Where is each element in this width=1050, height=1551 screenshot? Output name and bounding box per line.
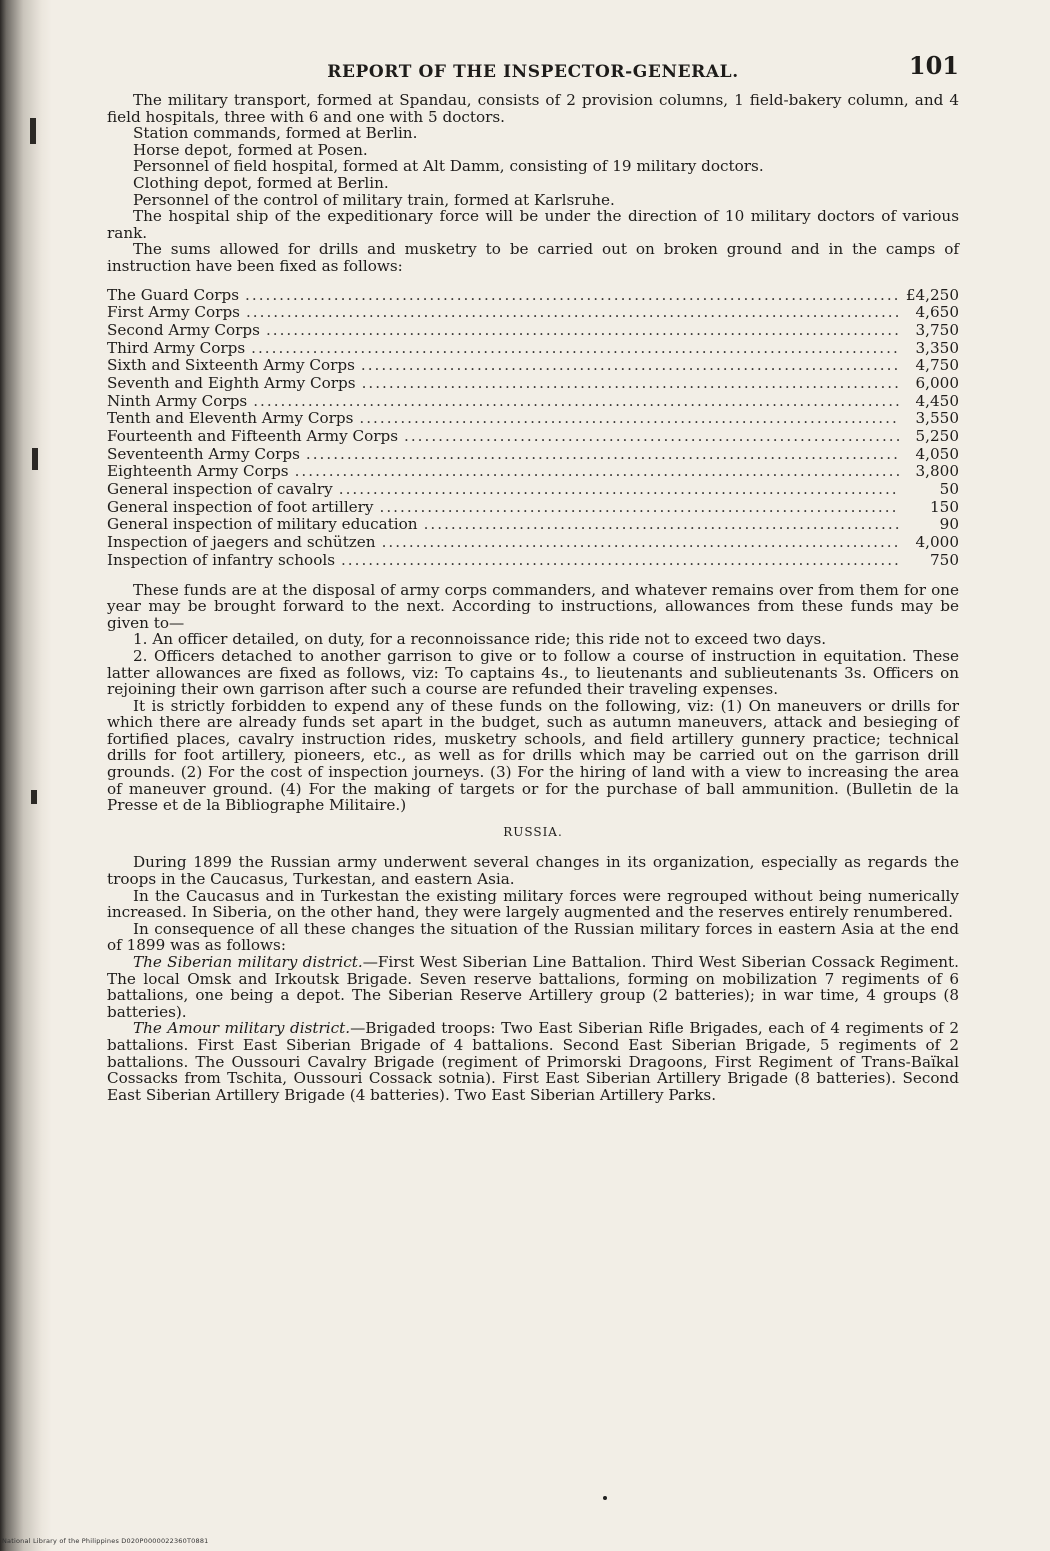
- intro-paragraph: Station commands, formed at Berlin.: [133, 124, 418, 143]
- sums-label: Inspection of jaegers and schützen: [107, 533, 376, 552]
- sums-value: 5,250: [915, 427, 959, 446]
- sums-label: General inspection of foot artillery: [107, 497, 374, 516]
- sums-label: General inspection of cavalry: [107, 480, 333, 499]
- sums-row: [107, 499, 959, 517]
- sums-label: First Army Corps: [107, 303, 240, 322]
- sums-value: 90: [939, 515, 959, 534]
- funds-paragraph: 2. Officers detached to another garrison to give or to follow a course of instruction in equitation. These latter allowances are fixed as follows, viz: To captains 4s., to lieutenants and sublieutenants 3s. Officers on rejoining their own garrison after such a course are refunded their traveling expenses.: [107, 646, 959, 699]
- sums-label: Ninth Army Corps: [107, 391, 248, 410]
- page-number: 101: [908, 51, 959, 80]
- running-header: [107, 51, 959, 92]
- siberian-district-lead: The Siberian military district.: [133, 953, 363, 971]
- funds-paragraph: 1. An officer detailed, on duty, for a reconnoissance ride; this ride not to exceed two days.: [133, 630, 827, 649]
- siberian-district-text: —First West Siberian Line Battalion. Third West Siberian Cossack Regiment. The local Omsk and Irkoutsk Brigade. Seven reserve battalions, forming on mobilization 7 regiments of 6 battalions, one being a depot. The Siberian Reserve Artillery group (2 batteries); in war time, 4 groups (8 batteries).: [107, 953, 959, 1021]
- sums-row: [107, 375, 959, 393]
- sums-label: Eighteenth Army Corps: [107, 462, 289, 481]
- sums-label: General inspection of military education: [107, 515, 418, 534]
- sums-row: [107, 463, 959, 481]
- sums-label: Fourteenth and Fifteenth Army Corps: [107, 427, 399, 446]
- russia-paragraph: During 1899 the Russian army underwent several changes in its organization, especially as regards the troops in the Caucasus, Turkestan, and eastern Asia.: [107, 853, 959, 889]
- sums-label: Tenth and Eleventh Army Corps: [107, 409, 354, 428]
- sums-value: 4,050: [915, 444, 959, 463]
- sums-label: Inspection of infantry schools: [107, 550, 335, 569]
- sums-label: Seventh and Eighth Army Corps: [107, 373, 356, 392]
- intro-paragraph: The military transport, formed at Spandau, consists of 2 provision columns, 1 field-bakery column, and 4 field hospitals, three with 6 and one with 5 doctors.: [107, 91, 959, 126]
- scan-footer: National Library of the Philippines D020P0000022360T0881: [2, 1537, 209, 1545]
- sums-value: £4,250: [905, 285, 959, 304]
- sums-label: Seventeenth Army Corps: [107, 444, 300, 463]
- sums-value: 6,000: [915, 373, 959, 392]
- intro-paragraph: Personnel of the control of military train, formed at Karlsruhe.: [133, 190, 615, 209]
- sums-row: [107, 357, 959, 375]
- russia-paragraph: In the Caucasus and in Turkestan the existing military forces were regrouped without being numerically increased. In Siberia, on the other hand, they were largely augmented and the reserves entirely renumbered.: [107, 886, 959, 922]
- sums-value: 150: [930, 497, 959, 516]
- sums-value: 3,750: [915, 320, 959, 339]
- sums-row: [107, 534, 959, 552]
- sums-row: [107, 322, 959, 340]
- sums-row: [107, 410, 959, 428]
- russia-paragraph: In consequence of all these changes the situation of the Russian military forces in eastern Asia at the end of 1899 was as follows:: [107, 919, 959, 955]
- sums-value: 4,450: [915, 391, 959, 410]
- sums-row: [107, 393, 959, 411]
- amour-district-text: —Brigaded troops: Two East Siberian Rifle Brigades, each of 4 regiments of 2 battalions. First East Siberian Brigade of 4 battalions. Second East Siberian Brigade, 5 regiments of 2 battalions. The Oussouri Cavalry Brigade (regiment of Primorski Dragoons, First Regiment of Trans-Baïkal Cossacks from Tschita, Oussouri Cossack sotnia). First East Siberian Artillery Brigade (8 batteries). Second East Siberian Artillery Brigade (4 batteries). Two East Siberian Artillery Parks.: [107, 1019, 959, 1104]
- spine-mark: [31, 790, 37, 804]
- sums-value: 3,800: [915, 462, 959, 481]
- spine-mark: [32, 448, 38, 470]
- sums-label: Third Army Corps: [107, 338, 246, 357]
- sums-value: 750: [930, 550, 959, 569]
- sums-row: [107, 516, 959, 534]
- document-page: [107, 51, 959, 1104]
- book-spine-shadow: [0, 0, 52, 1551]
- sums-value: 3,350: [915, 338, 959, 357]
- sums-row: [107, 552, 959, 570]
- sums-value: 3,550: [915, 409, 959, 428]
- funds-paragraph: These funds are at the disposal of army corps commanders, and whatever remains over from them for one year may be brought forward to the next. According to instructions, allowances from these funds may be given to—: [107, 580, 959, 632]
- sums-row: [107, 340, 959, 358]
- sums-value: 4,000: [915, 533, 959, 552]
- intro-paragraph: Horse depot, formed at Posen.: [133, 140, 368, 159]
- sums-row: [107, 428, 959, 446]
- sums-row: [107, 304, 959, 322]
- amour-district-paragraph: [107, 1020, 959, 1103]
- sums-value: 4,650: [915, 303, 959, 322]
- sums-list: [107, 287, 959, 570]
- print-speck: [603, 1496, 607, 1500]
- sums-value: 4,750: [915, 356, 959, 375]
- sums-value: 50: [939, 480, 959, 499]
- intro-paragraph: Personnel of field hospital, formed at Alt Damm, consisting of 19 military doctors.: [133, 157, 764, 176]
- sums-row: [107, 446, 959, 464]
- section-heading-russia: RUSSIA.: [503, 824, 563, 839]
- intro-paragraph: The sums allowed for drills and musketry to be carried out on broken ground and in the camps of instruction have been fixed as follows:: [107, 240, 959, 275]
- intro-paragraph: Clothing depot, formed at Berlin.: [133, 173, 389, 192]
- sums-label: Sixth and Sixteenth Army Corps: [107, 356, 355, 375]
- sums-row: [107, 481, 959, 499]
- amour-district-lead: The Amour military district.: [133, 1019, 351, 1038]
- page-title: REPORT OF THE INSPECTOR-GENERAL.: [327, 62, 739, 82]
- funds-paragraph: It is strictly forbidden to expend any of these funds on the following, viz: (1) On maneuvers or drills for which there are already funds set apart in the budget, such as autumn maneuvers, attack and besieging of fortified places, cavalry instruction rides, musketry schools, and field artillery gunnery practice; technical drills for foot artillery, pioneers, etc., as well as for drills which may be carried out on the garrison drill grounds. (2) For the cost of inspection journeys. (3) For the hiring of land with a view to increasing the area of maneuver ground. (4) For the making of targets or for the purchase of ball ammunition. (Bulletin de la Presse et de la Bibliographe Militaire.): [107, 696, 959, 815]
- sums-label: The Guard Corps: [107, 285, 240, 304]
- intro-paragraph: The hospital ship of the expeditionary force will be under the direction of 10 military doctors of various rank.: [107, 207, 959, 242]
- siberian-district-paragraph: [107, 954, 959, 1020]
- sums-row: [107, 287, 959, 305]
- spine-mark: [30, 118, 36, 144]
- sums-label: Second Army Corps: [107, 320, 260, 339]
